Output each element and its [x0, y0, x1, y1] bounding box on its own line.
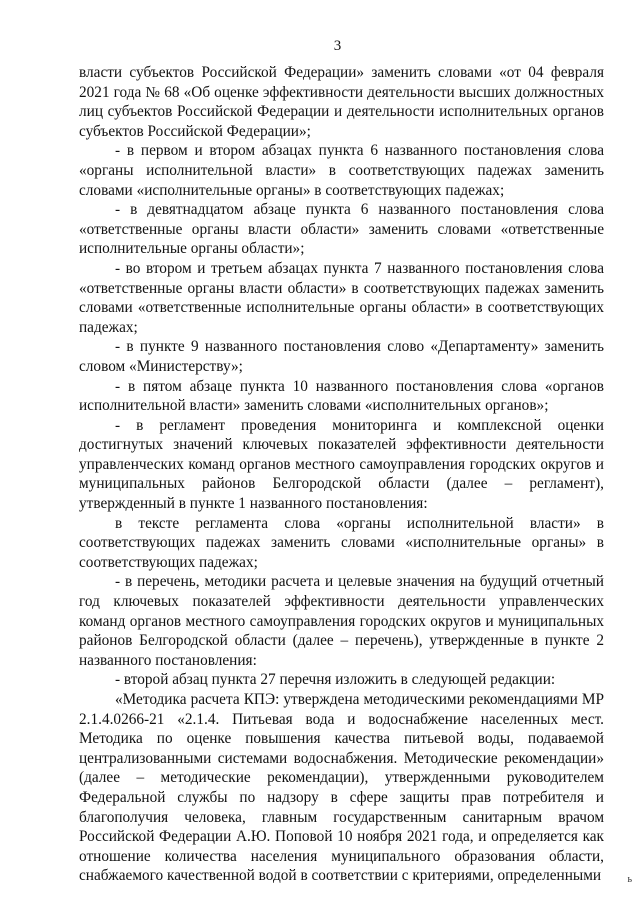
- paragraph-5: - в пункте 9 названного постановления слово «Департаменту» заменить словом «Министерству»;: [79, 338, 604, 375]
- paragraph-11: «Методика расчета КПЭ: утверждена методическими рекомендациями МР 2.1.4.0266-21 «2.1.4. Питьевая вода и водоснабжение населенных мест. Методика по оценке повышения качества питьевой воды, подаваемой централизованными системами водоснабжения. Методические рекомендации» (далее – методические рекомендации), утвержденными руководителем Федеральной службы по надзору в сфере защиты прав потребителя и благополучия человека, главным государственным санитарным врачом Российской Федерации А.Ю. Поповой 10 ноября 2021 года, и определяется как отношение количества населения муниципального образования области, снабжаемого качественной водой в соответствии с критериями, определенными: [79, 691, 604, 885]
- paragraph-2: - в первом и втором абзацах пункта 6 названного постановления слова «органы исполнительной власти» в соответствующих падежах заменить словами «исполнительные органы» в соответствующих падежах;: [79, 142, 604, 199]
- paragraph-7: - в регламент проведения мониторинга и комплексной оценки достигнутых значений ключевых показателей эффективности деятельности управленческих команд органов местного самоуправления городских округов и муниципальных районов Белгородской области (далее – регламент), утвержденный в пункте 1 названного постановления:: [79, 416, 604, 513]
- paragraph-3: - в девятнадцатом абзаце пункта 6 названного постановления слова «ответственные органы власти области» заменить словами «ответственные исполнительные органы области»;: [79, 201, 604, 258]
- paragraph-6: - в пятом абзаце пункта 10 названного постановления слова «органов исполнительной власти» заменить словами «исполнительных органов»;: [79, 377, 604, 415]
- paragraph-1: власти субъектов Российской Федерации» заменить словами «от 04 февраля 2021 года № 68 «Об оценке эффективности деятельности высших должностных лиц субъектов Российской Федерации и деятельности исполнительных органов субъектов Российской Федерации»;: [79, 64, 604, 140]
- paragraph-9: - в перечень, методики расчета и целевые значения на будущий отчетный год ключевых показателей эффективности деятельности управленческих команд органов местного самоуправления городских округов и муниципальных районов Белгородской области (далее – перечень), утвержденные в пункте 2 названного постановления:: [79, 573, 604, 669]
- corner-mark: ь: [627, 874, 632, 885]
- paragraph-10: - второй абзац пункта 27 перечня изложить в следующей редакции:: [115, 671, 556, 689]
- page-number: 3: [333, 38, 342, 54]
- paragraph-8: в тексте регламента слова «органы исполнительной власти» в соответствующих падежах заменить словами «исполнительные органы» в соответствующих падежах;: [79, 514, 604, 571]
- paragraph-4: - во втором и третьем абзацах пункта 7 названного постановления слова «ответственные органы власти области» в соответствующих падежах заменить словами «ответственные исполнительные органы области» в соответствующих падежах;: [79, 259, 604, 336]
